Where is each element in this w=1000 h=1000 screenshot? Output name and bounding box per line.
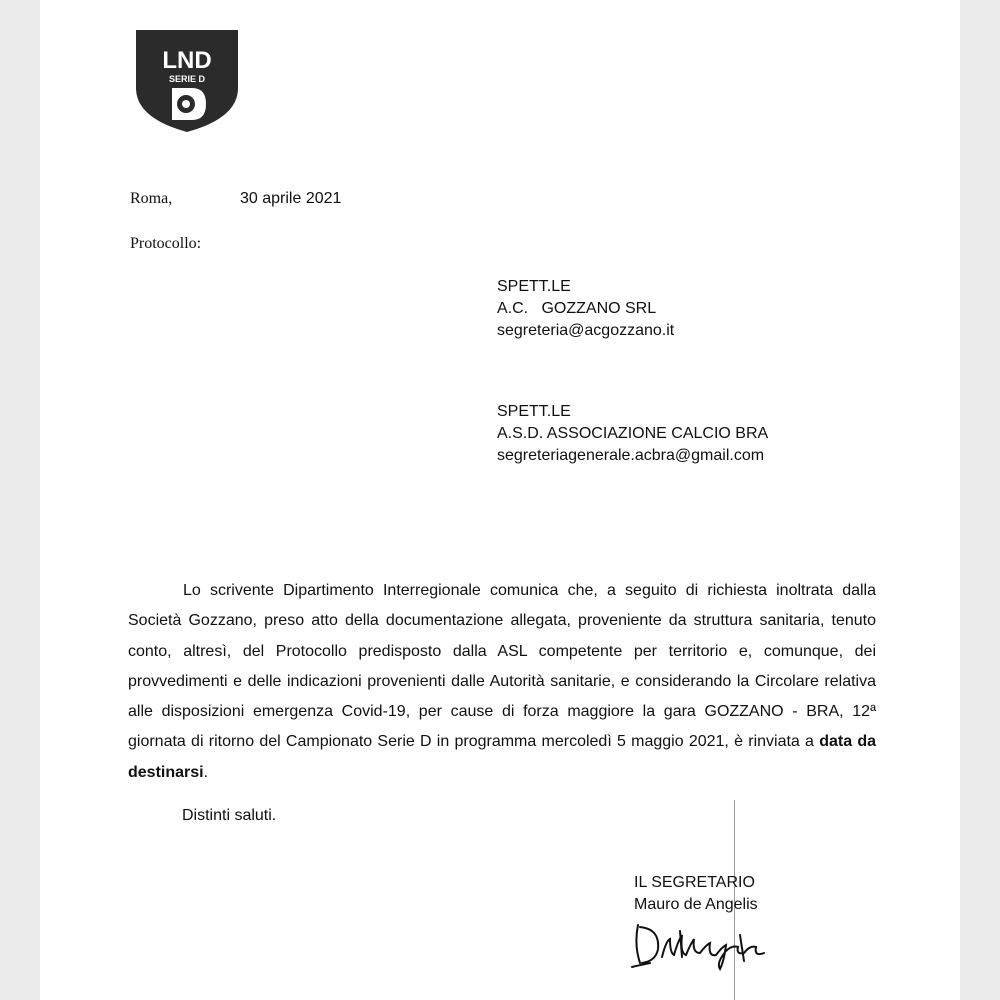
body-bold-text: data da destinarsi: [128, 733, 876, 781]
recipient-block: [497, 276, 674, 342]
body-paragraph: [128, 576, 876, 788]
svg-text:LND: LND: [162, 47, 212, 74]
recipient-salutation: SPETT.LE: [497, 278, 571, 295]
recipient-block: [497, 401, 768, 467]
letter-date: 30 aprile 2021: [240, 190, 342, 207]
body-end: .: [203, 763, 209, 781]
letter-page: [40, 0, 960, 1000]
closing-greeting: Distinti saluti.: [182, 807, 277, 824]
recipient-salutation: SPETT.LE: [497, 403, 571, 420]
signatory-name: Mauro de Angelis: [634, 896, 758, 913]
city: Roma,: [130, 190, 173, 207]
signatory-title: IL SEGRETARIO: [634, 874, 755, 891]
handwritten-signature: [620, 905, 780, 975]
recipient-name: A.S.D. ASSOCIAZIONE CALCIO BRA: [497, 425, 769, 442]
lnd-serie-d-logo: [132, 26, 242, 134]
protocol-label: Protocollo:: [130, 235, 202, 252]
recipient-name: A.C. GOZZANO SRL: [497, 300, 657, 317]
recipient-email: segreteriagenerale.acbra@gmail.com: [497, 447, 765, 464]
recipient-email: segreteria@acgozzano.it: [497, 322, 675, 339]
svg-text:SERIE D: SERIE D: [168, 74, 206, 84]
body-text: Lo scrivente Dipartimento Interregionale comunica che, a seguito di richiesta inoltrata dalla Società Gozzano, preso atto della documentazione allegata, proveniente da struttura sanitaria, tenuto conto, altresì, del Protocollo predisposto dalla ASL competente per territorio e, comunque, dei provvedimenti e delle indicazioni provenienti dalle Autorità sanitarie, e considerando la Circolare relativa alle disposizioni emergenza Covid-19, per cause di forza maggiore la gara GOZZANO - BRA, 12ª giornata di ritorno del Campionato Serie D in programma mercoledì 5 maggio 2021, è rinviata a: [128, 582, 876, 751]
